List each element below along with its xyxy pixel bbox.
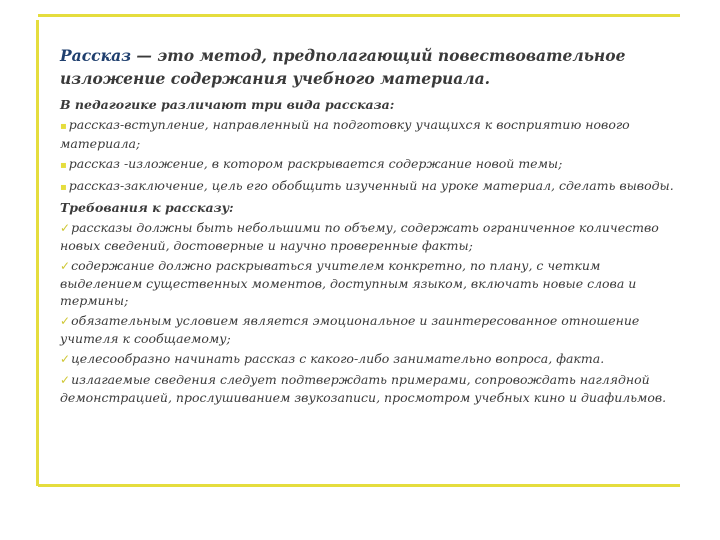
checkmark-icon: ✓ <box>60 352 71 366</box>
requirement-item: ✓целесообразно начинать рассказ с какого-либо занимательно вопроса, факта. <box>60 351 605 366</box>
slide-bottom-rule <box>38 484 680 487</box>
square-bullet-icon: ▪ <box>60 121 67 132</box>
slide-left-rule <box>36 20 39 486</box>
requirement-item: ✓рассказы должны быть небольшими по объему, содержать ограниченное количество новых сведений, достоверные и научно проверенные факты; <box>60 220 659 253</box>
requirement-item: ✓излагаемые сведения следует подтверждать примерами, сопровождать наглядной демонстрацией, прослушиванием звукозаписи, просмотром учебных кино и диафильмов. <box>60 372 667 405</box>
title-definition: — это метод, предполагающий повествовательное изложение содержания учебного материала. <box>60 46 626 88</box>
checkmark-icon: ✓ <box>60 314 71 328</box>
kind-item: ▪ рассказ-вступление, направленный на подготовку учащихся к восприятию нового материала; <box>60 117 630 151</box>
square-bullet-icon: ▪ <box>60 182 67 193</box>
slide-top-rule <box>38 14 680 17</box>
title-term: Рассказ <box>60 46 131 65</box>
square-bullet-icon: ▪ <box>60 160 67 171</box>
requirement-item: ✓обязательным условием является эмоциональное и заинтересованное отношение учителя к сообщаемому; <box>60 313 640 346</box>
slide-content <box>60 44 680 409</box>
slide-title <box>60 44 680 90</box>
kind-item: ▪ рассказ -изложение, в котором раскрывается содержание новой темы; <box>60 156 563 171</box>
checkmark-icon: ✓ <box>60 221 71 235</box>
requirement-item: ✓содержание должно раскрываться учителем конкретно, по плану, с четким выделением существенных моментов, доступным языком, включать новые слова и термины; <box>60 258 637 308</box>
kind-item: ▪ рассказ-заключение, цель его обобщить изученный на уроке материал, сделать выводы. <box>60 178 674 193</box>
checkmark-icon: ✓ <box>60 373 71 387</box>
kinds-intro: В педагогике различают три вида рассказа: <box>60 97 395 112</box>
checkmark-icon: ✓ <box>60 259 71 273</box>
requirements-intro: Требования к рассказу: <box>60 200 234 215</box>
